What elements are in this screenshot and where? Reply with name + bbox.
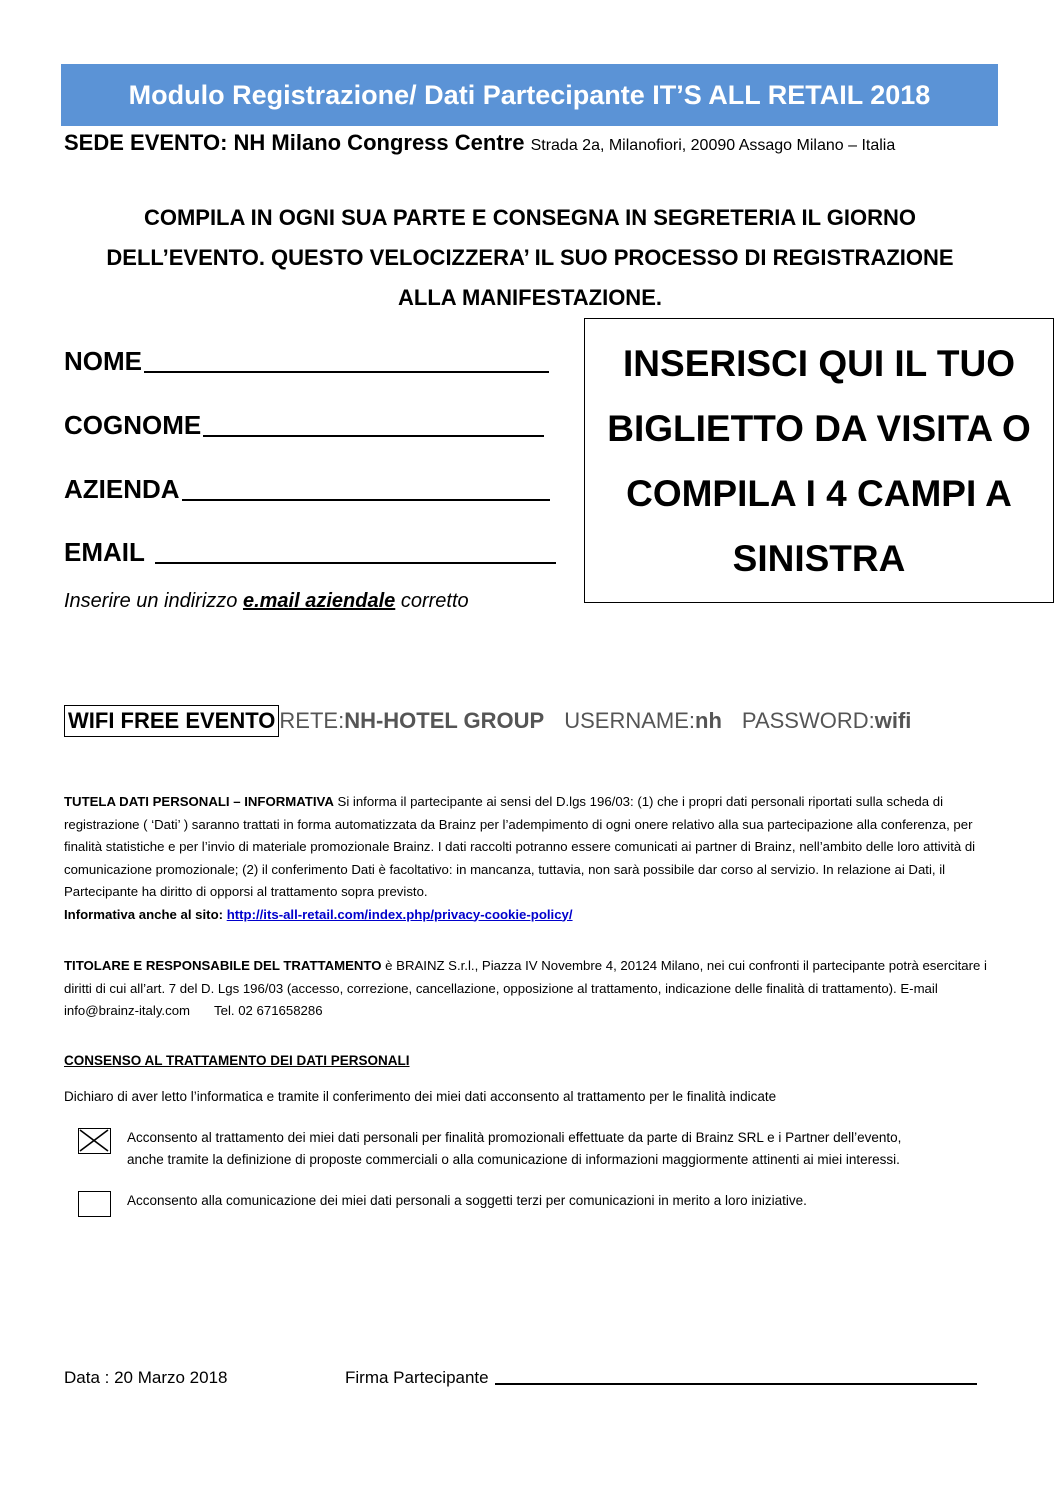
business-card-box	[584, 318, 1054, 603]
card-box-line-2: BIGLIETTO DA VISITA O	[607, 407, 1031, 449]
event-date: Data : 20 Marzo 2018	[64, 1368, 228, 1387]
cognome-field[interactable]	[64, 400, 544, 440]
azienda-input-line[interactable]	[182, 498, 550, 501]
email-label: EMAIL	[64, 537, 145, 567]
consent-declaration: Dichiaro di aver letto l’informatica e tramite il conferimento dei miei dati acconsento al trattamento per le finalità indicate	[64, 1089, 777, 1104]
venue-info	[64, 130, 895, 156]
consent-title: CONSENSO AL TRATTAMENTO DEI DATI PERSONALI	[64, 1053, 410, 1068]
privacy-site-label: Informativa anche al sito:	[64, 906, 227, 922]
privacy-notice	[64, 791, 994, 926]
azienda-field[interactable]	[64, 464, 550, 504]
signature-field[interactable]	[345, 1368, 977, 1388]
controller-tel: Tel. 02 671658286	[214, 1003, 323, 1018]
page-title: Modulo Registrazione/ Dati Partecipante IT’S ALL RETAIL 2018	[128, 79, 931, 110]
wifi-username-value: nh	[695, 708, 722, 733]
data-controller	[64, 955, 994, 1023]
email-hint	[64, 590, 469, 613]
title-banner	[61, 64, 998, 126]
privacy-body: Si informa il partecipante ai sensi del D.lgs 196/03: (1) che i propri dati personali riportati sulla scheda di registrazione ( ‘Dati’ ) saranno trattati in forma automatizzata da Brainz per l’adempimento di ogni onere relativo alla sua partecipazione alla conferenza, per finalità statistiche e per l’invio di materiale promozionale Brainz. I dati raccolti potranno essere comunicati ai partner di Brainz, nell’ambito delle loro attività di comunicazione promozionale; (2) il conferimento Dati è facoltativo: in mancanza, tuttavia, non sarà possibile dar corso al servizio. In relazione ai Dati, il Partecipante ha diritto di opporsi al trattamento sopra previsto.	[64, 794, 976, 899]
controller-heading: TITOLARE E RESPONSABILE DEL TRATTAMENTO	[64, 958, 382, 973]
wifi-tag: WIFI FREE EVENTO	[64, 705, 279, 737]
cognome-input-line[interactable]	[203, 434, 544, 437]
wifi-password-value: wifi	[874, 708, 912, 733]
instruction-text	[60, 198, 1000, 318]
wifi-password-label: PASSWORD:	[741, 708, 875, 733]
card-box-line-3: COMPILA I 4 CAMPI A	[626, 472, 1012, 514]
check-x-icon	[79, 1129, 109, 1152]
card-box-line-1: INSERISCI QUI IL TUO	[623, 342, 1015, 384]
consent-checkbox-2[interactable]	[78, 1191, 111, 1217]
hint-emphasis: e.mail aziendale	[242, 590, 396, 612]
instruction-line-3: ALLA MANIFESTAZIONE.	[398, 285, 662, 310]
instruction-line-2: DELL’EVENTO. QUESTO VELOCIZZERA’ IL SUO PROCESSO DI REGISTRAZIONE	[106, 245, 954, 270]
controller-body: è BRAINZ S.r.l., Piazza IV Novembre 4, 20124 Milano, nei cui confronti il partecipante potrà esercitare i diritti di cui all’art. 7 del D. Lgs 196/03 (accesso, correzione, cancellazione, opposizione al trattamento, indicazione delle finalità di trattamento). E-mail info@brainz-italy.com	[64, 958, 987, 1018]
email-field[interactable]	[64, 527, 556, 567]
wifi-username-label: USERNAME:	[564, 708, 696, 733]
wifi-info	[64, 703, 911, 739]
consent-item-2: Acconsento alla comunicazione dei miei dati personali a soggetti terzi per comunicazioni in merito a loro iniziative.	[127, 1193, 807, 1208]
cognome-label: COGNOME	[64, 410, 202, 440]
card-box-line-4: SINISTRA	[732, 537, 906, 579]
azienda-label: AZIENDA	[64, 474, 180, 504]
signature-line[interactable]	[495, 1383, 977, 1385]
hint-before: Inserire un indirizzo	[64, 590, 243, 612]
consent-item-1-line-2: anche tramite la definizione di proposte commerciali o alla comunicazione di informazioni maggiormente attinenti ai miei interessi.	[127, 1152, 900, 1167]
privacy-policy-link[interactable]: http://its-all-retail.com/index.php/privacy-cookie-policy/	[226, 906, 573, 922]
nome-field[interactable]	[64, 336, 549, 376]
consent-item-1-line-1: Acconsento al trattamento dei miei dati personali per finalità promozionali effettuate da parte di Brainz SRL e i Partner dell’evento,	[127, 1130, 902, 1145]
signature-label: Firma Partecipante	[345, 1368, 489, 1387]
nome-input-line[interactable]	[144, 370, 549, 373]
wifi-rete-value: NH-HOTEL GROUP	[344, 708, 545, 733]
hint-after: corretto	[395, 590, 469, 612]
wifi-rete-label: RETE:	[279, 708, 345, 733]
consent-item-1	[127, 1127, 901, 1171]
instruction-line-1: COMPILA IN OGNI SUA PARTE E CONSEGNA IN SEGRETERIA IL GIORNO	[143, 205, 917, 230]
privacy-heading: TUTELA DATI PERSONALI – INFORMATIVA	[64, 794, 334, 809]
venue-label: SEDE EVENTO: NH Milano Congress Centre	[64, 130, 525, 155]
consent-checkbox-1[interactable]	[78, 1128, 111, 1154]
venue-address: Strada 2a, Milanofiori, 20090 Assago Milano – Italia	[530, 137, 896, 154]
nome-label: NOME	[64, 346, 142, 376]
email-input-line[interactable]	[155, 561, 556, 564]
